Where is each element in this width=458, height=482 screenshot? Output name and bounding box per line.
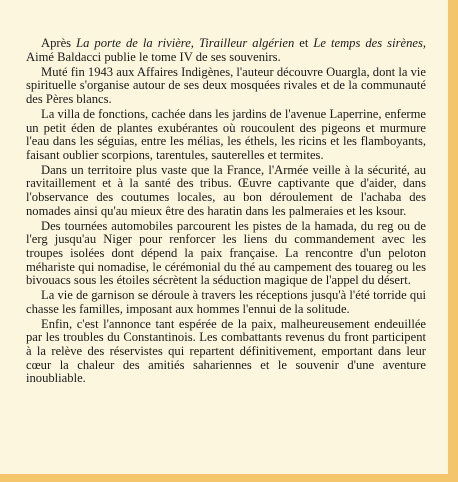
paragraph-text: Des tournées automobiles parcourent les pistes de la hamada, du reg ou de l'erg jusqu'au Niger pour renforcer les liens du commandement avec les troupes isolées dont dépend la paix française. La rencontre d'un peloton méhariste qui nomadise, le cérémonial du thé au campement des touareg ou les bivouacs sous les étoiles sécrètent la séduction magique de l'appel du désert. [26,218,426,288]
paragraph-text: Dans un territoire plus vaste que la France, l'Armée veille à la sécurité, au ravitaillement et à la santé des tribus. Œuvre captivante que d'aider, dans l'observance des coutumes locales, au bon déroulement de l'achaba des nomades ainsi qu'au mieux être des haratin dans les palmeraies et les ksour. [26,162,426,218]
paragraph-text: Muté fin 1943 aux Affaires Indigènes, l'auteur découvre Ouargla, dont la vie spirituelle s'organise autour de ses deux mosquées rivales et de la communauté des Pères blancs. [26,64,426,106]
paragraph-text: Après [41,36,77,50]
paragraph-7 [26,318,426,386]
paragraph-text: et [294,36,314,50]
book-title-text: Le temps des sirènes, [313,36,426,50]
paragraph-text: La vie de garnison se déroule à travers les réceptions jusqu'à l'été torride qui chasse les familles, imposant aux hommes l'ennui de la solitude. [26,288,426,316]
blurb-text [26,37,426,387]
paragraph-2 [26,66,426,107]
paragraph-6 [26,289,426,316]
paragraph-text: La villa de fonctions, cachée dans les jardins de l'avenue Laperrine, enferme un petit éden de plantes exubérantes où roucoulent des pigeons et murmure l'eau dans les séguias, entre les mélias, les éthels, les ricins et les flamboyants, faisant oublier scorpions, tarentules, sauterelles et termites. [26,106,426,162]
paragraph-text: Aimé Baldacci publie le tome IV de ses souvenirs. [26,49,281,64]
paragraph-text: Enfin, c'est l'annonce tant espérée de la paix, malheureusement endeuillée par les troubles du Constantinois. Les combattants revenus du front participent à la relève des réservistes qui repartent définitivement, emportant dans leur cœur la chaleur des amitiés sahariennes et le souvenir d'une aventure inoubliable. [26,316,426,386]
book-title-text: La porte de la rivière, Tirailleur algérien [76,36,295,50]
paragraph-1 [26,37,426,64]
paragraph-4 [26,164,426,218]
paragraph-5 [26,220,426,288]
paragraph-3 [26,108,426,162]
